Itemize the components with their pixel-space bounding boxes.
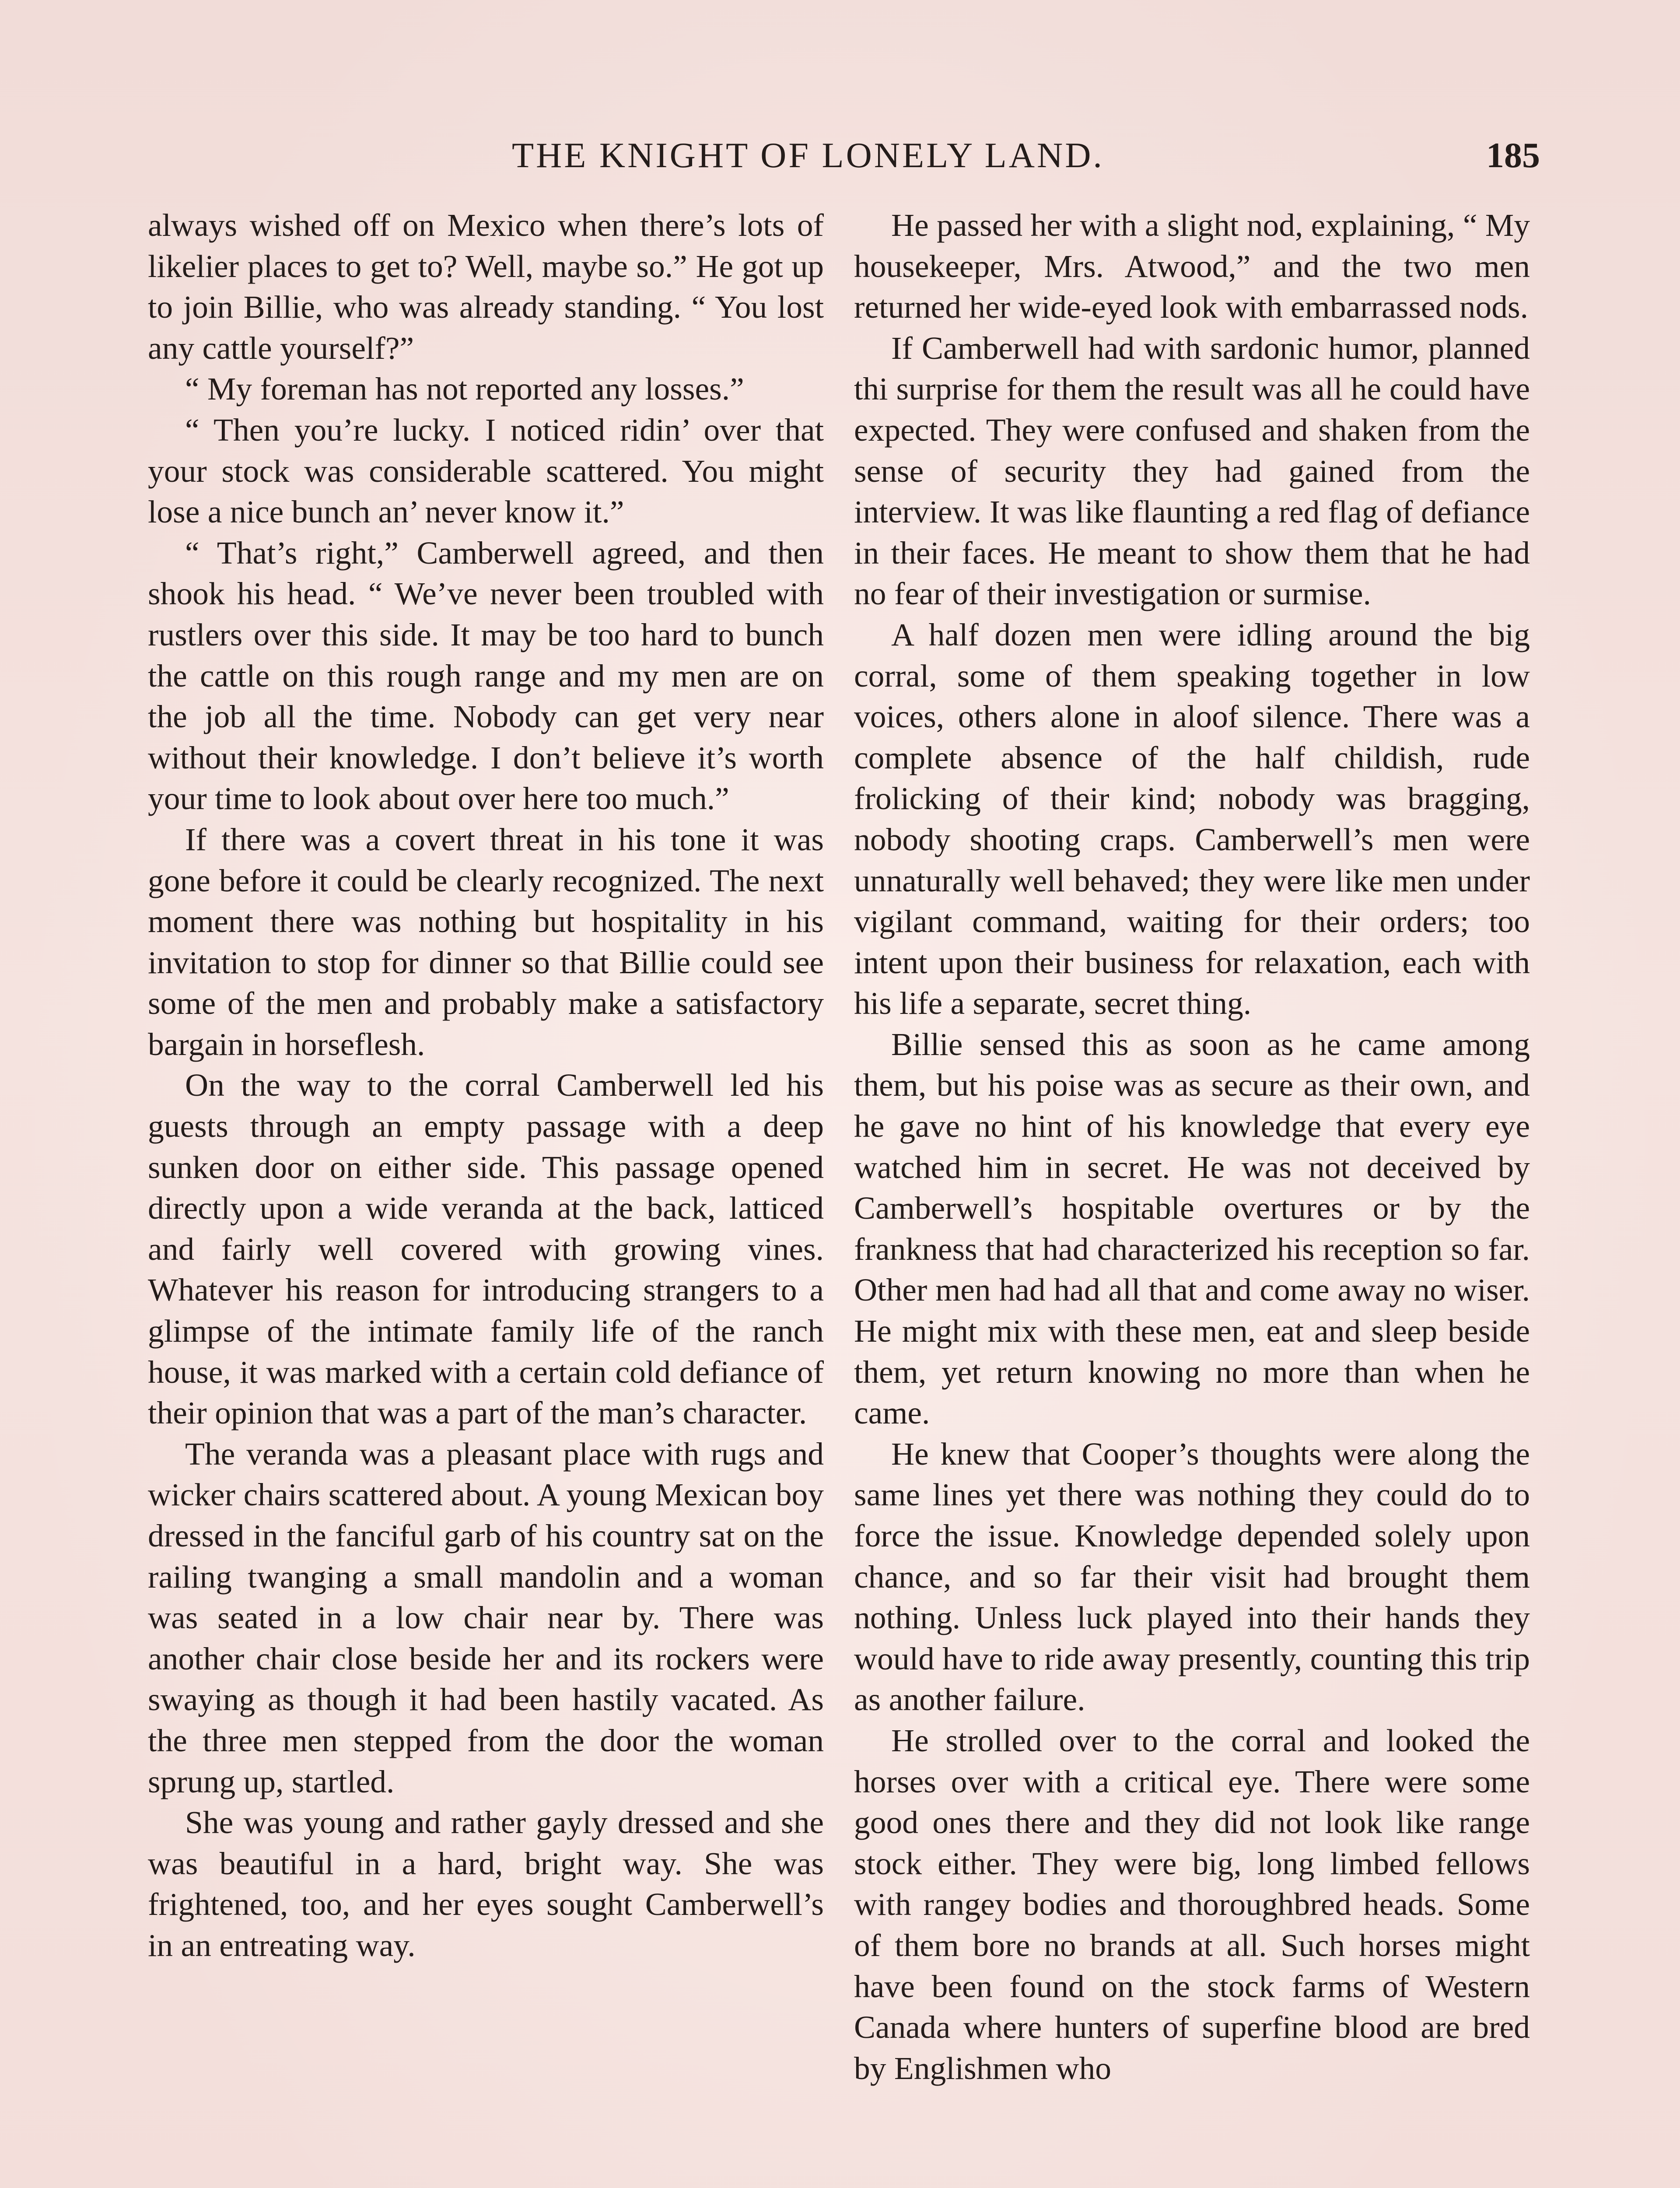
right-column [854, 205, 1530, 2089]
paragraph: He strolled over to the corral and looked the horses over with a critical eye. There were some good ones there and they did not look like range stock either. They were big, long limbed fellows with rangey bodies and thoroughbred heads. Some of them bore no brands at all. Such horses might have been found on the stock farms of Western Canada where hunters of superfine blood are bred by Englishmen who [854, 1722, 1530, 2086]
paragraph: The veranda was a pleasant place with rugs and wicker chairs scattered about. A young Mexican boy dressed in the fanciful garb of his country sat on the railing twanging a small mandolin and a woman was seated in a low chair near by. There was another chair close beside her and its rockers were swaying as though it had been hastily vacated. As the three men stepped from the door the woman sprung up, startled. [148, 1436, 824, 1799]
paragraph: She was young and rather gayly dressed and she was beautiful in a hard, bright way. She was frightened, too, and her eyes sought Camberwell’s in an entreating way. [148, 1805, 824, 1963]
page-number: 185 [1486, 135, 1540, 175]
paragraph: “ That’s right,” Camberwell agreed, and then shook his head. “ We’ve never been troubled with rustlers over this side. It may be too hard to bunch the cattle on this rough range and my men are on the job all the time. Nobody can get very near without their knowledge. I don’t believe it’s worth your time to look about over here too much.” [148, 535, 824, 817]
paragraph: always wished off on Mexico when there’s lots of likelier places to get to? Well, maybe so.” He got up to join Billie, who was already standing. “ You lost any cattle yourself?” [148, 207, 824, 366]
paragraph: “ Then you’re lucky. I noticed ridin’ over that your stock was considerable scattered. You might lose a nice bunch an’ never know it.” [148, 412, 824, 530]
paragraph: A half dozen men were idling around the big corral, some of them speaking together in low voices, others alone in aloof silence. There was a complete absence of the half childish, rude frolicking of their kind; nobody was bragging, nobody shooting craps. Camberwell’s men were unnaturally well behaved; they were like men under vigilant command, waiting for their orders; too intent upon their business for relaxation, each with his life a separate, secret thing. [854, 617, 1530, 1021]
paragraph: “ My foreman has not reported any losses.” [185, 371, 744, 407]
paragraph: Billie sensed this as soon as he came among them, but his poise was as secure as their own, and he gave no hint of his knowledge that every eye watched him in secret. He was not deceived by Camberwell’s hospitable overtures or by the frankness that had characterized his reception so far. Other men had had all that and come away no wiser. He might mix with these men, eat and sleep beside them, yet return knowing no more than when he came. [854, 1026, 1530, 1431]
paragraph: If there was a covert threat in his tone it was gone before it could be clearly recognized. The next moment there was nothing but hospitality in his invitation to stop for dinner so that Billie could see some of the men and probably make a satisfactory bargain in horseflesh. [148, 821, 824, 1062]
paragraph: He knew that Cooper’s thoughts were along the same lines yet there was nothing they could do to force the issue. Knowledge depended solely upon chance, and so far their visit had brought them nothing. Unless luck played into their hands they would have to ride away presently, counting this trip as another failure. [854, 1436, 1530, 1718]
running-title: THE KNIGHT OF LONELY LAND. [512, 135, 1104, 175]
paragraph: On the way to the corral Camberwell led his guests through an empty passage with a deep sunken door on either side. This passage opened directly upon a wide veranda at the back, latticed and fairly well covered with growing vines. Whatever his reason for introducing strangers to a glimpse of the intimate family life of the ranch house, it was marked with a certain cold defiance of their opinion that was a part of the man’s character. [148, 1067, 824, 1431]
paragraph: If Camberwell had with sardonic humor, planned thi surprise for them the result was all he could have expected. They were confused and shaken from the sense of security they had gained from the interview. It was like flaunting a red flag of defiance in their faces. He meant to show them that he had no fear of their investigation or surmise. [854, 330, 1530, 612]
paragraph: He passed her with a slight nod, explaining, “ My housekeeper, Mrs. Atwood,” and the two men returned her wide-eyed look with embarrassed nods. [854, 207, 1530, 325]
running-header [144, 131, 1540, 184]
left-column [148, 205, 824, 1966]
